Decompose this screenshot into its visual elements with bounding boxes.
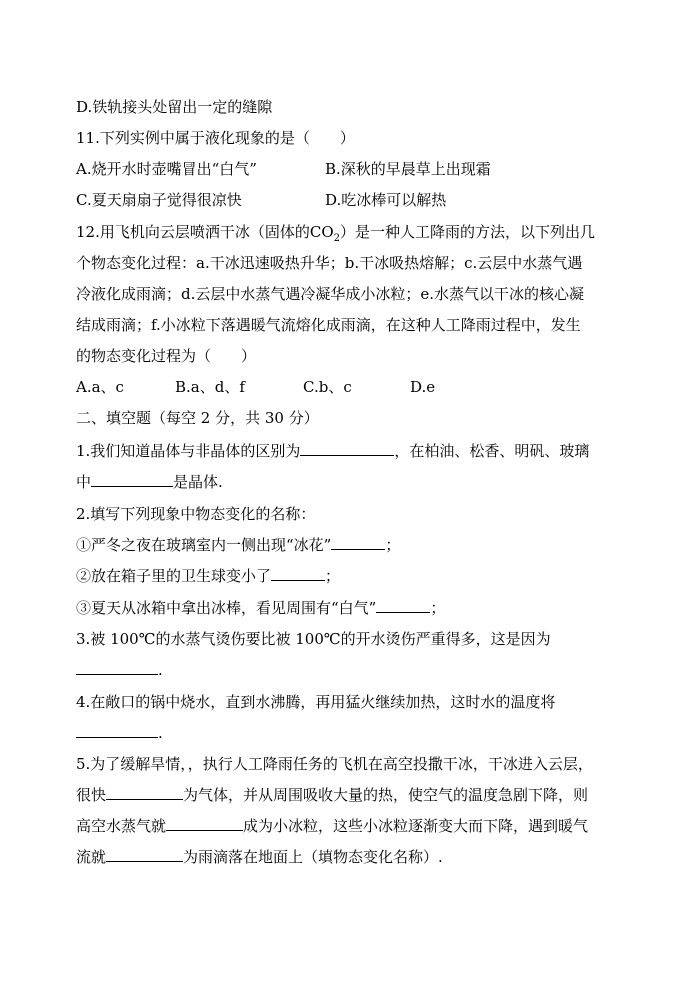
f3-answer: . bbox=[76, 660, 163, 680]
q12-option-b: B.a、d、f bbox=[175, 378, 245, 396]
q12-line3: 冷液化成雨滴；d.云层中水蒸气遇冷凝华成小冰粒；e.水蒸气以干冰的核心凝 bbox=[76, 285, 585, 303]
q11-option-c: C.夏天扇扇子觉得很凉快 bbox=[76, 191, 242, 209]
co2-formula: $CO_2$ bbox=[309, 223, 341, 244]
q12-line4: 结成雨滴；f.小冰粒下落遇暖气流熔化成雨滴，在这种人工降雨过程中，发生 bbox=[76, 316, 581, 334]
f2-blank-1[interactable] bbox=[331, 535, 385, 550]
f5-line3: 高空水蒸气就 成为小冰粒，这些小冰粒逐渐变大而下降，遇到暖气 bbox=[76, 817, 589, 835]
q11-option-b: B.深秋的早晨草上出现霜 bbox=[325, 160, 491, 178]
q11-option-a: A.烧开水时壶嘴冒出“白气” bbox=[76, 160, 257, 178]
q12-line5: 的物态变化过程为（ ） bbox=[76, 347, 257, 365]
section2-title: 二、填空题（每空 2 分，共 30 分） bbox=[76, 409, 319, 427]
f3-blank[interactable] bbox=[76, 660, 158, 675]
f5-blank-1[interactable] bbox=[106, 785, 183, 800]
f1-blank-1[interactable] bbox=[300, 441, 394, 456]
f4-stem: 4.在敞口的锅中烧水，直到水沸腾，再用猛火继续加热，这时水的温度将 bbox=[76, 693, 556, 711]
q11-options-row1 bbox=[76, 159, 491, 179]
f5-line1: 5.为了缓解旱情，，执行人工降雨任务的飞机在高空投撒干冰，干冰进入云层， bbox=[76, 755, 593, 773]
q12-option-a: A.a、c bbox=[76, 378, 124, 396]
f5-blank-2[interactable] bbox=[166, 816, 243, 831]
f1-blank-2[interactable] bbox=[91, 472, 173, 487]
q12-line1-b: ）是一种人工降雨的方法，以下列出几 bbox=[340, 223, 596, 241]
f5-line2: 很快 为气体，并从周围吸收大量的热，使空气的温度急剧下降，则 bbox=[76, 786, 589, 804]
q12-options bbox=[76, 377, 435, 397]
q12-option-d: D.e bbox=[410, 378, 436, 396]
q10-option-d: D.铁轨接头处留出一定的缝隙 bbox=[76, 98, 273, 116]
f2-item2: ②放在箱子里的卫生球变小了 ； bbox=[76, 567, 341, 585]
f1-line1: 1.我们知道晶体与非晶体的区别为 ，在柏油、松香、明矾、玻璃 bbox=[76, 442, 590, 460]
f5-blank-3[interactable] bbox=[106, 847, 183, 862]
q12-line2: 个物态变化过程：a.干冰迅速吸热升华；b.干冰吸热熔解；c.云层中水蒸气遇 bbox=[76, 254, 583, 272]
q11-stem: 11.下列实例中属于液化现象的是（ ） bbox=[76, 129, 355, 147]
q11-option-d: D.吃冰棒可以解热 bbox=[325, 191, 447, 209]
f2-stem: 2.填写下列现象中物态变化的名称： bbox=[76, 505, 316, 523]
f1-line2: 中 是晶体. bbox=[76, 473, 223, 491]
f2-item3: ③夏天从冰箱中拿出冰棒，看见周围有“白气” ； bbox=[76, 599, 446, 617]
f2-blank-2[interactable] bbox=[271, 566, 325, 581]
q12-line1-a: 12.用飞机向云层喷洒干冰（固体的 bbox=[76, 223, 310, 241]
f2-item1: ①严冬之夜在玻璃室内一侧出现“冰花” ； bbox=[76, 536, 401, 554]
f4-blank[interactable] bbox=[76, 723, 158, 738]
f3-stem: 3.被 100℃的水蒸气烫伤要比被 100℃的开水烫伤严重得多，这是因为 bbox=[76, 630, 551, 648]
q12-option-c: C.b、c bbox=[303, 378, 352, 396]
q11-options-row2 bbox=[76, 190, 446, 210]
f4-answer: . bbox=[76, 723, 163, 743]
f2-blank-3[interactable] bbox=[376, 598, 430, 613]
f5-line4: 流就 为雨滴落在地面上（填物态变化名称）. bbox=[76, 848, 443, 866]
q12-line1 bbox=[76, 222, 595, 242]
